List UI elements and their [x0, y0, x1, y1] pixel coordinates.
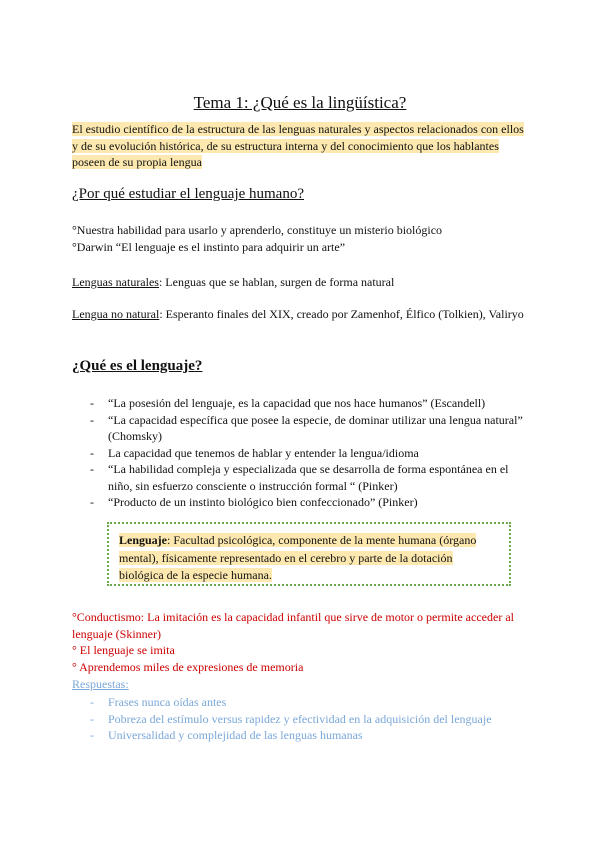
- definition-item: - “La capacidad específica que posee la especie, de dominar utilizar una lengua natural” (Chomsky): [72, 412, 527, 445]
- respuesta-item: - Universalidad y complejidad de las lenguas humanas: [72, 727, 492, 744]
- definition-item: - “La habilidad compleja y especializada que se desarrolla de forma espontánea en el niño, sin esfuerzo consciente o instrucción formal “ (Pinker): [72, 461, 527, 494]
- respuestas-list: [72, 694, 492, 744]
- intro-highlight: El estudio científico de la estructura de las lenguas naturales y aspectos relacionados con ellos y de su evolución histórica, de su estructura interna y del conocimiento que los hablantes poseen de su propia lengua: [72, 122, 524, 169]
- respuestas-label: Respuestas:: [72, 677, 129, 691]
- conductismo-line-1: °Conductismo: La imitación es la capacidad infantil que sirve de motor o permite acceder al lenguaje (Skinner): [72, 610, 514, 641]
- definition-text: : Facultad psicológica, componente de la mente humana (órgano mental), físicamente representado en el cerebro y parte de la dotación biológica de la especie humana.: [119, 533, 477, 582]
- natural-languages-line: [72, 274, 532, 291]
- intro-paragraph: [72, 121, 532, 171]
- conductismo-line-2: ° El lenguaje se imita: [72, 643, 175, 657]
- definition-item: - La capacidad que tenemos de hablar y entender la lengua/idioma: [72, 445, 527, 462]
- why-bullet-1: °Nuestra habilidad para usarlo y aprenderlo, constituye un misterio biológico: [72, 223, 443, 237]
- page-title: Tema 1: ¿Qué es la lingüística?: [193, 93, 407, 112]
- non-natural-languages-term: Lengua no natural: [72, 307, 160, 321]
- definition-item: - “La posesión del lenguaje, es la capacidad que nos hace humanos” (Escandell): [72, 395, 527, 412]
- natural-languages-term: Lenguas naturales: [72, 275, 159, 289]
- definition-box: [107, 522, 511, 586]
- respuesta-item: - Pobreza del estímulo versus rapidez y efectividad en la adquisición del lenguaje: [72, 711, 492, 728]
- natural-languages-text: : Lenguas que se hablan, surgen de forma natural: [158, 275, 395, 289]
- definitions-list: [72, 395, 527, 511]
- section-heading-why: ¿Por qué estudiar el lenguaje humano?: [72, 186, 305, 202]
- definition-term: Lenguaje: [119, 533, 167, 547]
- non-natural-languages-line: [72, 306, 532, 323]
- definition-item: - “Producto de un instinto biológico bien confeccionado” (Pinker): [72, 494, 527, 511]
- non-natural-languages-text: : Esperanto finales del XIX, creado por Zamenhof, Élfico (Tolkien), Valiryo: [159, 307, 524, 321]
- definition-highlight: [119, 533, 476, 582]
- why-bullet-2: °Darwin “El lenguaje es el instinto para adquirir un arte”: [72, 240, 346, 254]
- section-heading-what: ¿Qué es el lenguaje?: [72, 358, 203, 374]
- conductismo-line-3: ° Aprendemos miles de expresiones de memoria: [72, 660, 304, 674]
- respuesta-item: - Frases nunca oídas antes: [72, 694, 492, 711]
